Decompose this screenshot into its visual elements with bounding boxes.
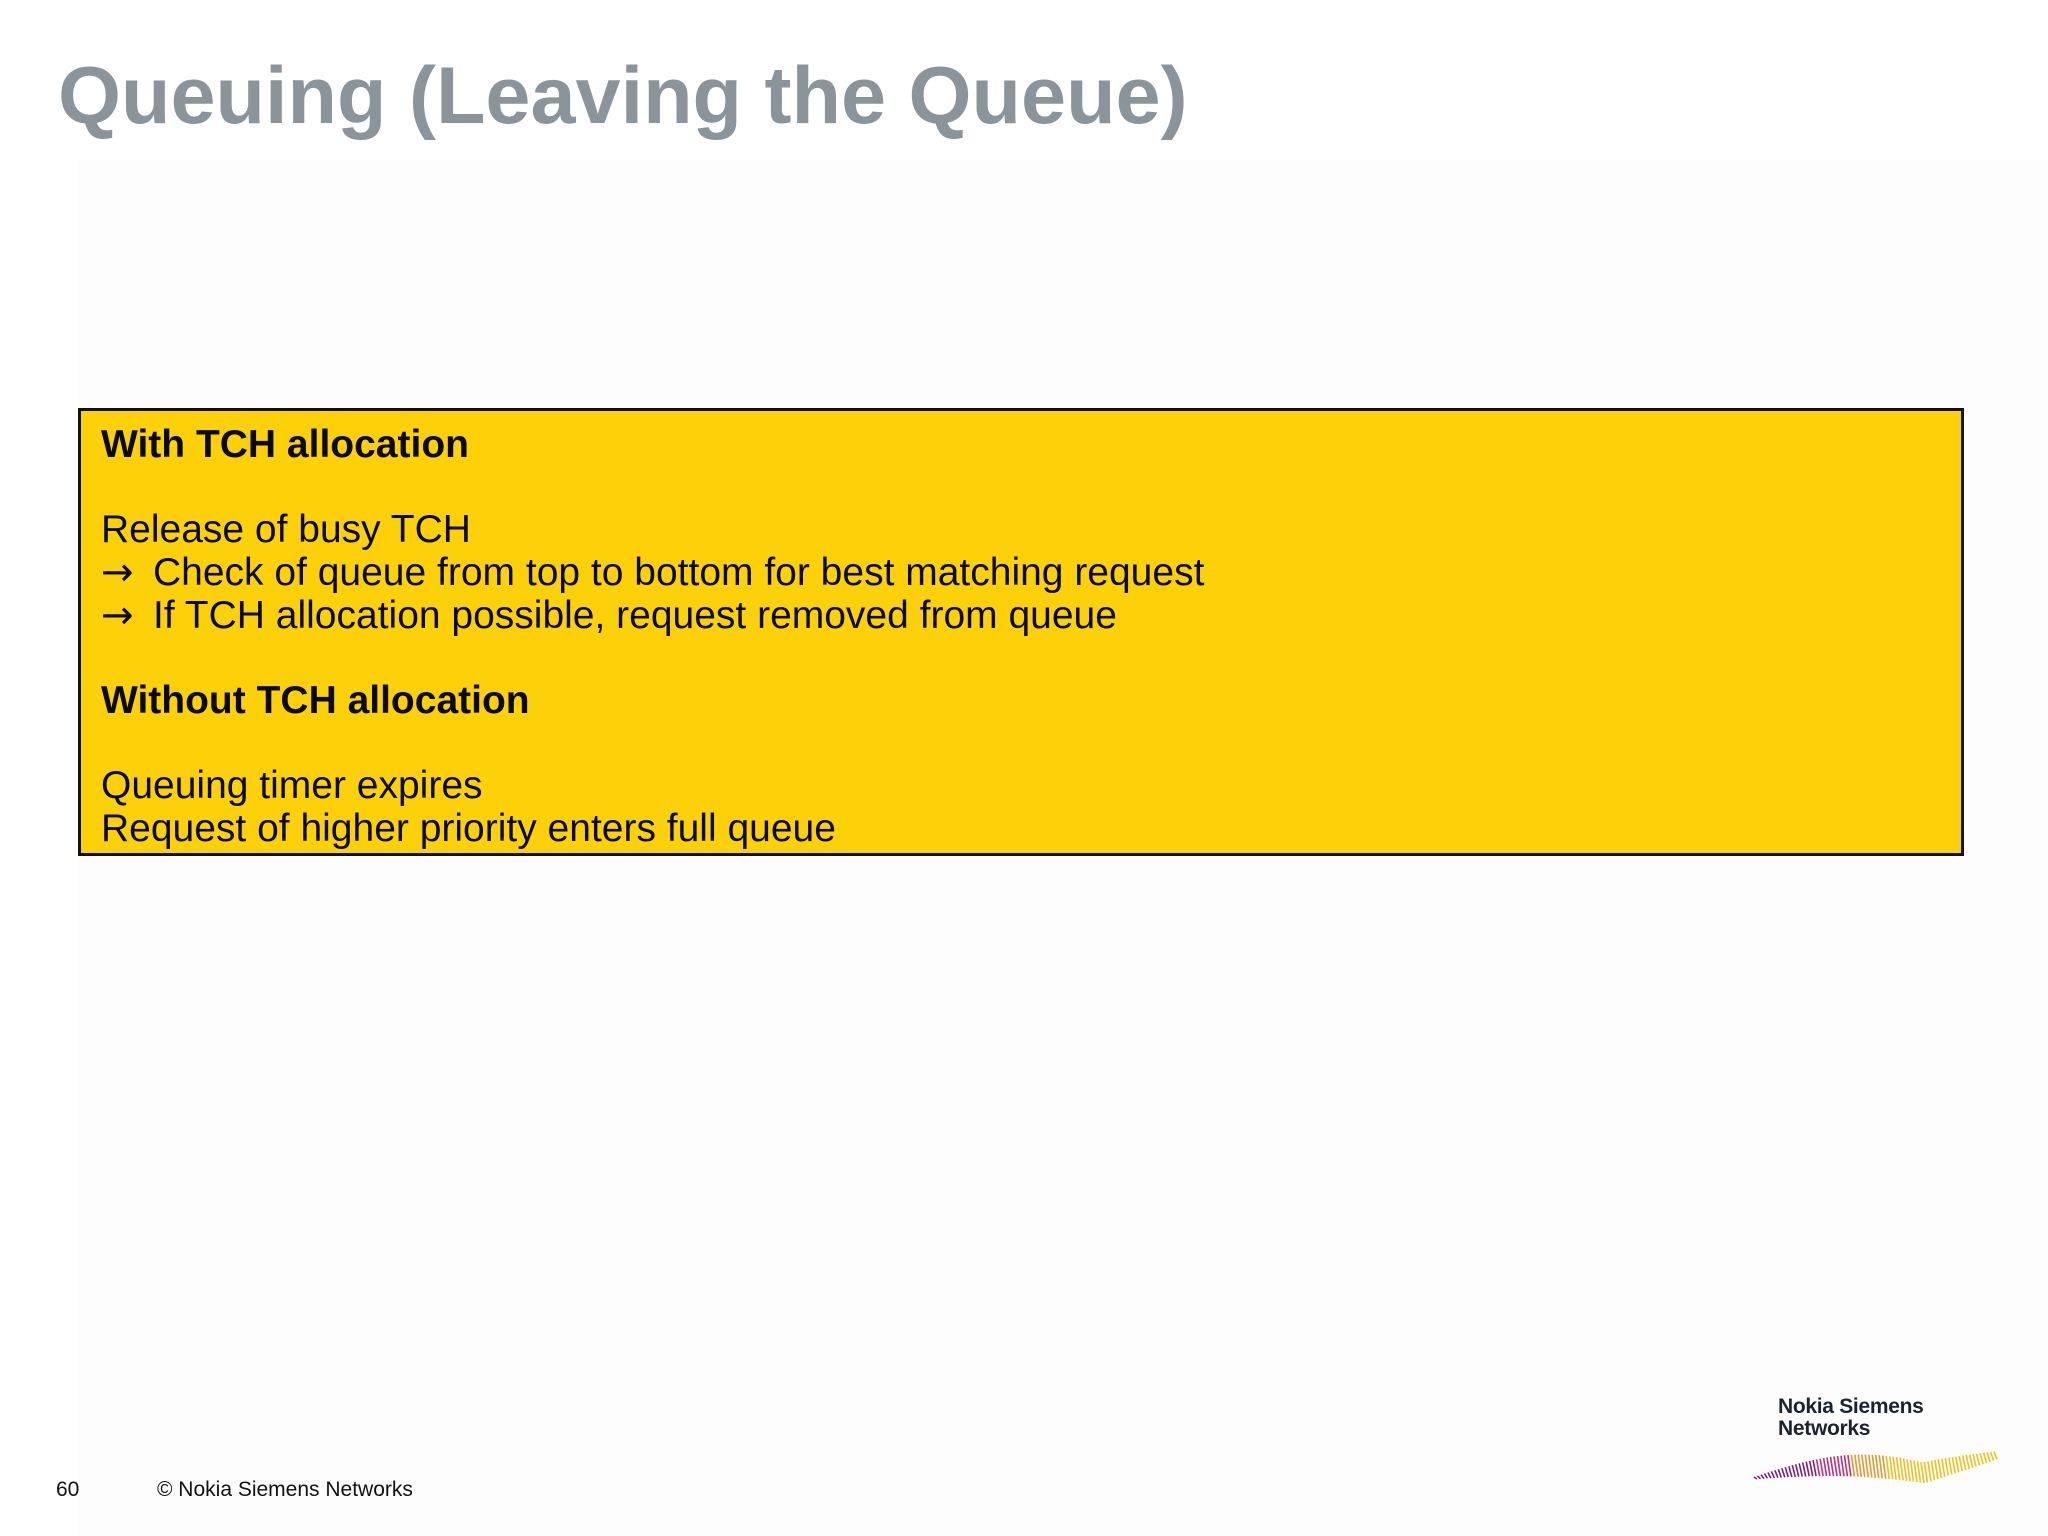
logo-wave-stroke (1991, 1452, 1994, 1461)
logo-wave-stroke (1768, 1473, 1771, 1479)
logo-wave-stroke (1879, 1455, 1882, 1478)
section-heading-without-tch: Without TCH allocation (101, 679, 530, 722)
logo-wave-stroke (1935, 1460, 1938, 1479)
logo-wave-stroke (1761, 1475, 1764, 1479)
logo-wave-stroke (1921, 1462, 1924, 1483)
company-logo (1750, 1390, 2010, 1506)
text-line-timer-expires: Queuing timer expires (101, 764, 483, 807)
logo-wave-stroke (1758, 1476, 1761, 1479)
text-request-removed: If TCH allocation possible, request removed from queue (153, 594, 1117, 637)
logo-wave-stroke (1907, 1459, 1910, 1481)
logo-wave-stroke (1754, 1477, 1757, 1479)
page-number: 60 (56, 1478, 80, 1501)
logo-wave-stroke (1838, 1456, 1841, 1476)
text-check-queue: Check of queue from top to bottom for best matching request (153, 551, 1205, 594)
logo-wave-stroke (1855, 1455, 1858, 1477)
logo-wave-stroke (1952, 1457, 1955, 1473)
logo-wave-stroke (1897, 1457, 1900, 1480)
logo-wave-stroke (1851, 1455, 1854, 1477)
logo-line-2: Networks (1778, 1417, 1871, 1440)
logo-wave-stroke (1844, 1455, 1847, 1476)
logo-wave-stroke (1945, 1458, 1948, 1476)
logo-wave-stroke (1994, 1451, 1997, 1459)
logo-wave-stroke (1963, 1456, 1966, 1470)
logo-wave-stroke (1872, 1455, 1875, 1478)
logo-wave-stroke (1949, 1458, 1952, 1475)
logo-wave-stroke (1970, 1455, 1973, 1468)
logo-wave-stroke (1820, 1459, 1823, 1476)
logo-wave-stroke (1942, 1459, 1945, 1477)
logo-wave-stroke (1806, 1462, 1809, 1477)
logo-wave-stroke (1796, 1464, 1799, 1476)
logo-wave-stroke (1764, 1474, 1767, 1479)
logo-wave-stroke (1817, 1459, 1820, 1476)
logo-wave-stroke (1789, 1466, 1792, 1477)
text-line-request-removed (101, 594, 1961, 637)
logo-wave-stroke (1831, 1457, 1834, 1476)
logo-wave-stroke (1876, 1455, 1879, 1478)
logo-wave-stroke (1799, 1463, 1802, 1476)
logo-wave-stroke (1966, 1455, 1969, 1469)
logo-wave-stroke (1914, 1461, 1917, 1483)
logo-wave-stroke (1792, 1465, 1795, 1477)
logo-wave-stroke (1862, 1455, 1865, 1478)
spacer (101, 637, 1961, 679)
logo-wave-stroke (1973, 1454, 1976, 1466)
arrow-icon: → (101, 550, 134, 595)
logo-wave-stroke (1984, 1453, 1987, 1463)
page-title: Queuing (Leaving the Queue) (58, 51, 1188, 141)
logo-wave-stroke (1813, 1460, 1816, 1476)
section-heading-with-tch: With TCH allocation (101, 423, 469, 466)
logo-wave-stroke (1865, 1455, 1868, 1478)
logo-wave-stroke (1827, 1458, 1830, 1477)
copyright-notice: © Nokia Siemens Networks (157, 1478, 413, 1501)
logo-wave-stroke (1824, 1458, 1827, 1476)
logo-wave-stroke (1785, 1467, 1788, 1477)
logo-wave-stroke (1841, 1456, 1844, 1477)
logo-wordmark (1778, 1396, 1924, 1440)
logo-wave-stroke (1883, 1456, 1886, 1479)
logo-wave-stroke (1938, 1459, 1941, 1478)
logo-wave-stroke (1886, 1456, 1889, 1479)
logo-wave-stroke (1956, 1457, 1959, 1473)
logo-line-1: Nokia Siemens (1778, 1395, 1924, 1418)
spacer (101, 466, 1961, 508)
logo-wave-stroke (1928, 1461, 1931, 1481)
logo-wave-stroke (1858, 1455, 1861, 1477)
logo-wave-stroke (1980, 1453, 1983, 1464)
logo-wave-stroke (1900, 1458, 1903, 1481)
text-line-higher-priority: Request of higher priority enters full queue (101, 807, 836, 850)
logo-wave-stroke (1987, 1452, 1990, 1461)
logo-wave-stroke (1893, 1457, 1896, 1480)
arrow-icon: → (101, 593, 134, 638)
logo-wave-stroke (1771, 1471, 1774, 1478)
logo-wave-stroke (1918, 1461, 1921, 1482)
logo-wave-stroke (1775, 1470, 1778, 1477)
highlight-box (78, 408, 1964, 856)
logo-wave-stroke (1977, 1454, 1980, 1466)
logo-wave-stroke (1890, 1456, 1893, 1479)
logo-wave-stroke (1782, 1468, 1785, 1477)
logo-wave-stroke (1904, 1458, 1907, 1480)
logo-wave-stroke (1924, 1462, 1927, 1482)
logo-wave-stroke (1869, 1455, 1872, 1478)
text-line-release: Release of busy TCH (101, 508, 471, 551)
logo-wave-stroke (1911, 1460, 1914, 1482)
logo-wave-stroke (1778, 1469, 1781, 1477)
logo-wave-stroke (1834, 1457, 1837, 1477)
logo-wave-stroke (1803, 1463, 1806, 1477)
spacer (101, 722, 1961, 764)
logo-wave-stroke (1848, 1455, 1851, 1476)
logo-wave-stroke (1959, 1456, 1962, 1471)
logo-wave-stroke (1931, 1461, 1934, 1481)
logo-wave-stroke (1810, 1461, 1813, 1476)
text-line-check-queue (101, 551, 1961, 594)
